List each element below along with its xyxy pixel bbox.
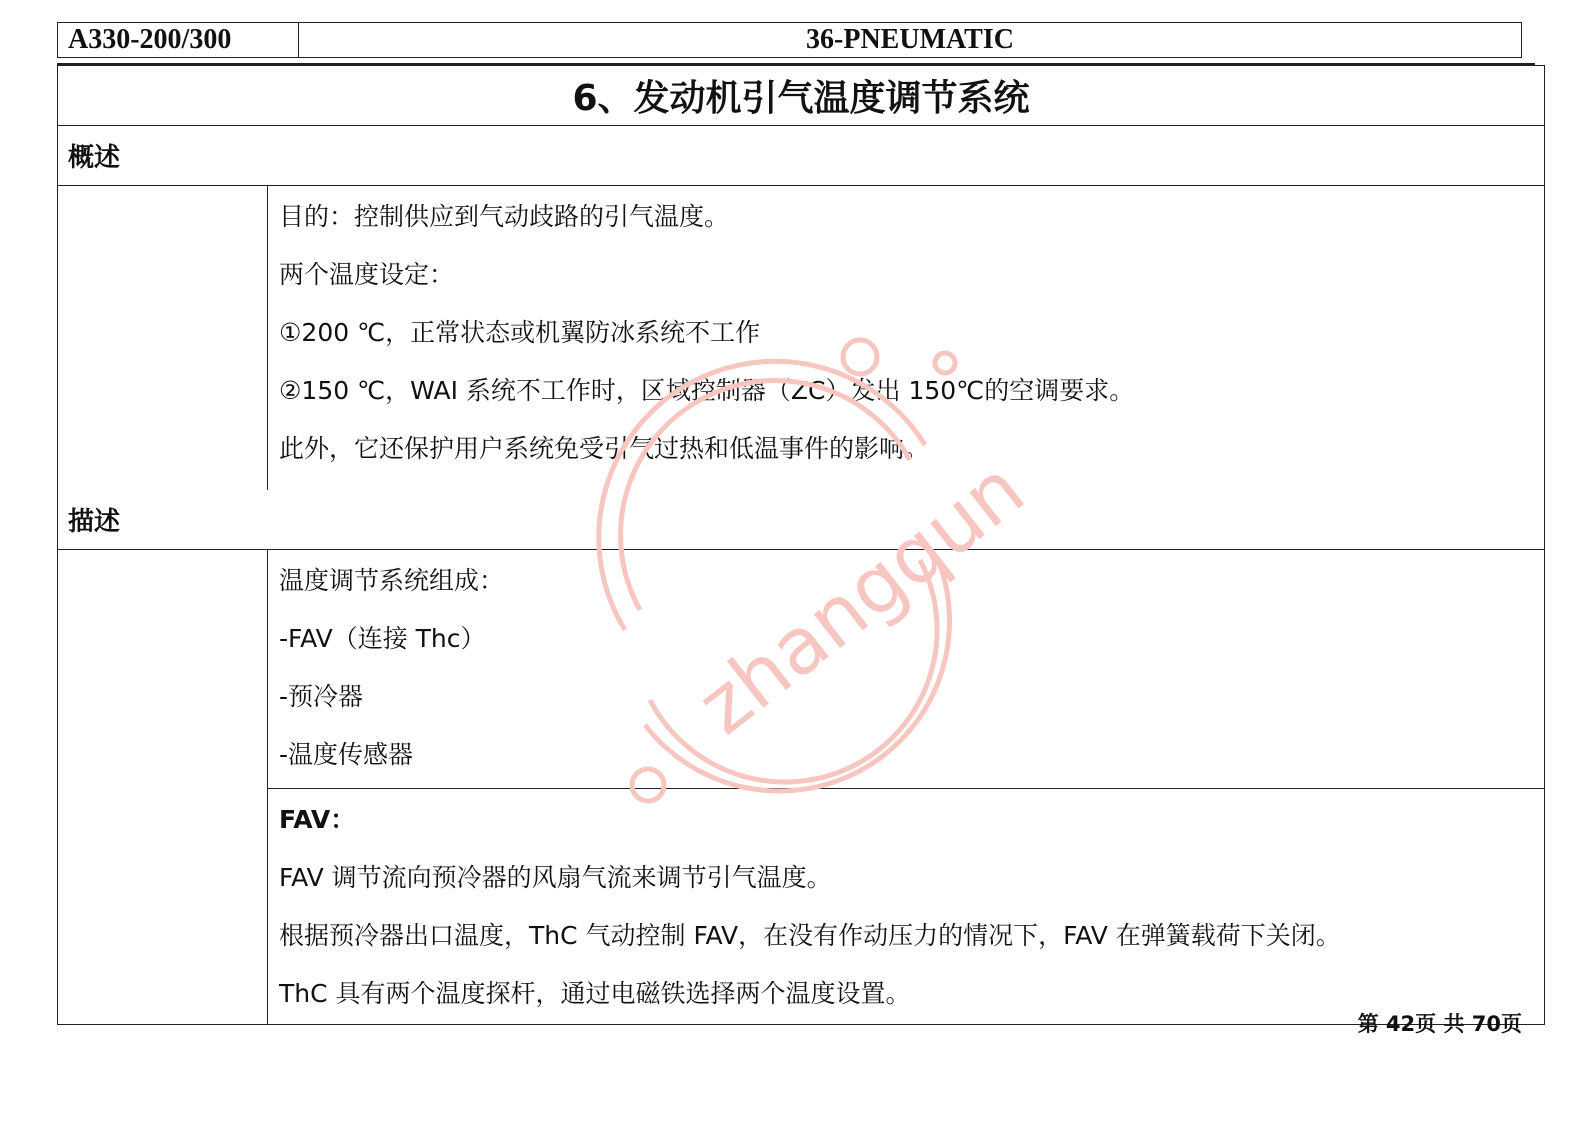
fav-heading: FAV： xyxy=(279,805,356,834)
page-number: 第 42页 共 70页 xyxy=(1357,1012,1522,1036)
fav-line: 根据预冷器出口温度，ThC 气动控制 FAV，在没有作动压力的情况下，FAV 在弹簧载荷下关闭。 xyxy=(279,921,1341,950)
overview-line: ②150 ℃，WAI 系统不工作时，区域控制器（ZC）发出 150℃的空调要求。 xyxy=(279,376,1135,405)
overview-content xyxy=(268,186,1544,490)
overview-line: 两个温度设定： xyxy=(279,260,455,289)
overview-line: ①200 ℃，正常状态或机翼防冰系统不工作 xyxy=(279,318,761,347)
fav-line: FAV 调节流向预冷器的风扇气流来调节引气温度。 xyxy=(279,863,832,892)
section-heading-overview: 概述 xyxy=(58,126,1544,186)
components-line: -预冷器 xyxy=(279,682,364,711)
fav-line: ThC 具有两个温度探杆，通过电磁铁选择两个温度设置。 xyxy=(279,979,911,1008)
left-column-cell xyxy=(58,186,268,490)
components-line: -温度传感器 xyxy=(279,740,414,769)
section-heading-description: 描述 xyxy=(58,490,1544,550)
aircraft-model: A330-200/300 xyxy=(58,23,299,57)
chapter-title: 36-PNEUMATIC xyxy=(806,24,1014,55)
overview-line: 此外，它还保护用户系统免受引气过热和低温事件的影响。 xyxy=(279,434,930,463)
page-title: 6、发动机引气温度调节系统 xyxy=(58,66,1544,126)
left-column-cell xyxy=(58,550,268,1024)
components-line: -FAV（连接 Thc） xyxy=(279,624,486,653)
watermark-text: zhangqun xyxy=(681,444,1041,753)
document-header xyxy=(57,22,1522,58)
content-table xyxy=(57,65,1545,1025)
components-line: 温度调节系统组成： xyxy=(279,566,505,595)
fav-content xyxy=(268,789,1544,1024)
components-content xyxy=(268,550,1544,789)
overview-line: 目的：控制供应到气动歧路的引气温度。 xyxy=(279,202,730,231)
